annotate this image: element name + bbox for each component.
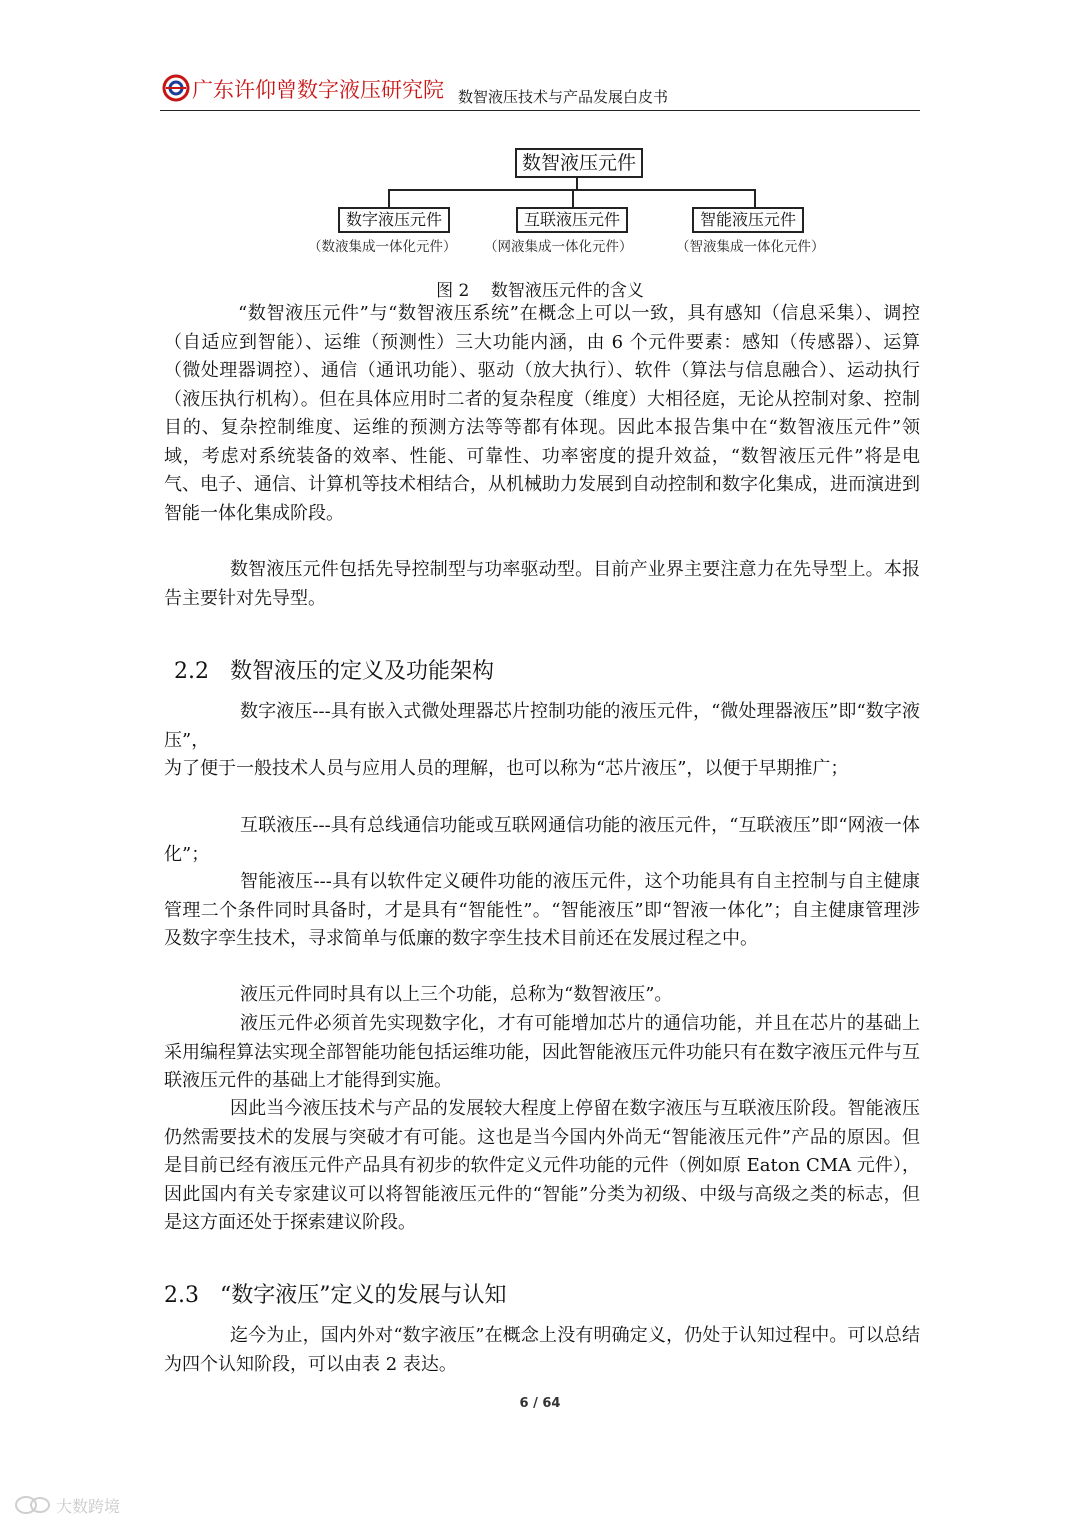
def-intelligent: 智能液压---具有以软件定义硬件功能的液压元件，这个功能具有自主控制与自主健康管理二个条件同时具备时，才是具有“智能性”。“智能液压”即“智液一体化”；自主健康管理涉及数字孪生技术，寻求简单与低廉的数字孪生技术目前还在发展过程之中。 xyxy=(164,871,920,949)
def-digital-cont: 为了便于一般技术人员与应用人员的理解，也可以称为“芯片液压”，以便于早期推广； xyxy=(164,758,849,779)
watermark-logo-icon xyxy=(14,1494,52,1516)
watermark-text: 大数跨境 xyxy=(56,1497,121,1516)
def-combined: 液压元件同时具有以上三个功能，总称为“数智液压”。 xyxy=(240,984,673,1005)
def-digital: 数字液压---具有嵌入式微处理器芯片控制功能的液压元件，“微处理器液压”即“数字液压”， xyxy=(164,701,920,751)
page-number: 6 / 64 xyxy=(519,1396,561,1411)
child-sub-intelligent: （智液集成一体化元件） xyxy=(676,239,825,255)
connector-right xyxy=(754,189,756,207)
root-node: 数智液压元件 xyxy=(515,148,643,178)
child-sub-digital: （数液集成一体化元件） xyxy=(308,239,457,255)
institute-logo-icon xyxy=(162,74,190,102)
connector-left xyxy=(388,189,390,207)
page-header xyxy=(162,72,920,112)
paragraph-1: “数智液压元件”与“数智液压系统”在概念上可以一致，具有感知（信息采集）、调控（自适应到智能）、运维（预测性）三大功能内涵，由 6 个元件要素：感知（传感器）、运算（微处理器调控）、通信（通讯功能）、驱动（放大执行）、软件（算法与信息融合）、运动执行（液压执行机构）。但在具体应用时二者的复杂程度（维度）大相径庭，无论从控制对象、控制目的、复杂控制维度、运维的预测方法等等都有体现。因此本报告集中在“数智液压元件”领域，考虑对系统装备的效率、性能、可靠性、功率密度的提升效益，“数智液压元件”将是电气、电子、通信、计算机等技术相结合，从机械助力发展到自动控制和数字化集成，进而演进到智能一体化集成阶段。 xyxy=(164,303,920,524)
section-heading-2-3: 2.3 “数字液压”定义的发展与认知 xyxy=(164,1283,507,1308)
figure-caption: 图 2 数智液压元件的含义 xyxy=(436,281,644,301)
paragraph-2: 数智液压元件包括先导控制型与功率驱动型。目前产业界主要注意力在先导型上。本报告主要针对先导型。 xyxy=(164,559,920,609)
connector-middle xyxy=(572,189,574,207)
document-title: 数智液压技术与产品发展白皮书 xyxy=(458,88,669,106)
paragraph-digitization: 液压元件必须首先实现数字化，才有可能增加芯片的通信功能，并且在芯片的基础上采用编程算法实现全部智能功能包括运维功能，因此智能液压元件功能只有在数字液压元件与互联液压元件的基础上才能得到实施。 xyxy=(164,1013,920,1091)
child-node-digital: 数字液压元件 xyxy=(338,207,450,233)
child-node-connected: 互联液压元件 xyxy=(516,207,628,233)
child-node-intelligent: 智能液压元件 xyxy=(692,207,804,233)
paragraph-recognition: 迄今为止，国内外对“数字液压”在概念上没有明确定义，仍处于认知过程中。可以总结为四个认知阶段，可以由表 2 表达。 xyxy=(164,1325,920,1375)
paragraph-current-status: 因此当今液压技术与产品的发展较大程度上停留在数字液压与互联液压阶段。智能液压仍然需要技术的发展与突破才有可能。这也是当今国内外尚无“智能液压元件”产品的原因。但是目前已经有液压元件产品具有初步的软件定义元件功能的元件（例如原 Eaton CMA 元件），因此国内有关专家建议可以将智能液压元件的“智能”分类为初级、中级与高级之类的标志，但是这方面还处于探索建议阶段。 xyxy=(164,1098,920,1233)
org-name: 广东许仰曾数字液压研究院 xyxy=(192,78,444,102)
connector-root xyxy=(576,176,578,190)
def-connected: 互联液压---具有总线通信功能或互联网通信功能的液压元件，“互联液压”即“网液一体化”； xyxy=(164,815,920,865)
header-divider xyxy=(160,110,920,111)
child-sub-connected: （网液集成一体化元件） xyxy=(484,239,633,255)
figure-2-diagram xyxy=(300,145,880,265)
section-heading-2-2: 2.2 数智液压的定义及功能架构 xyxy=(174,659,494,684)
